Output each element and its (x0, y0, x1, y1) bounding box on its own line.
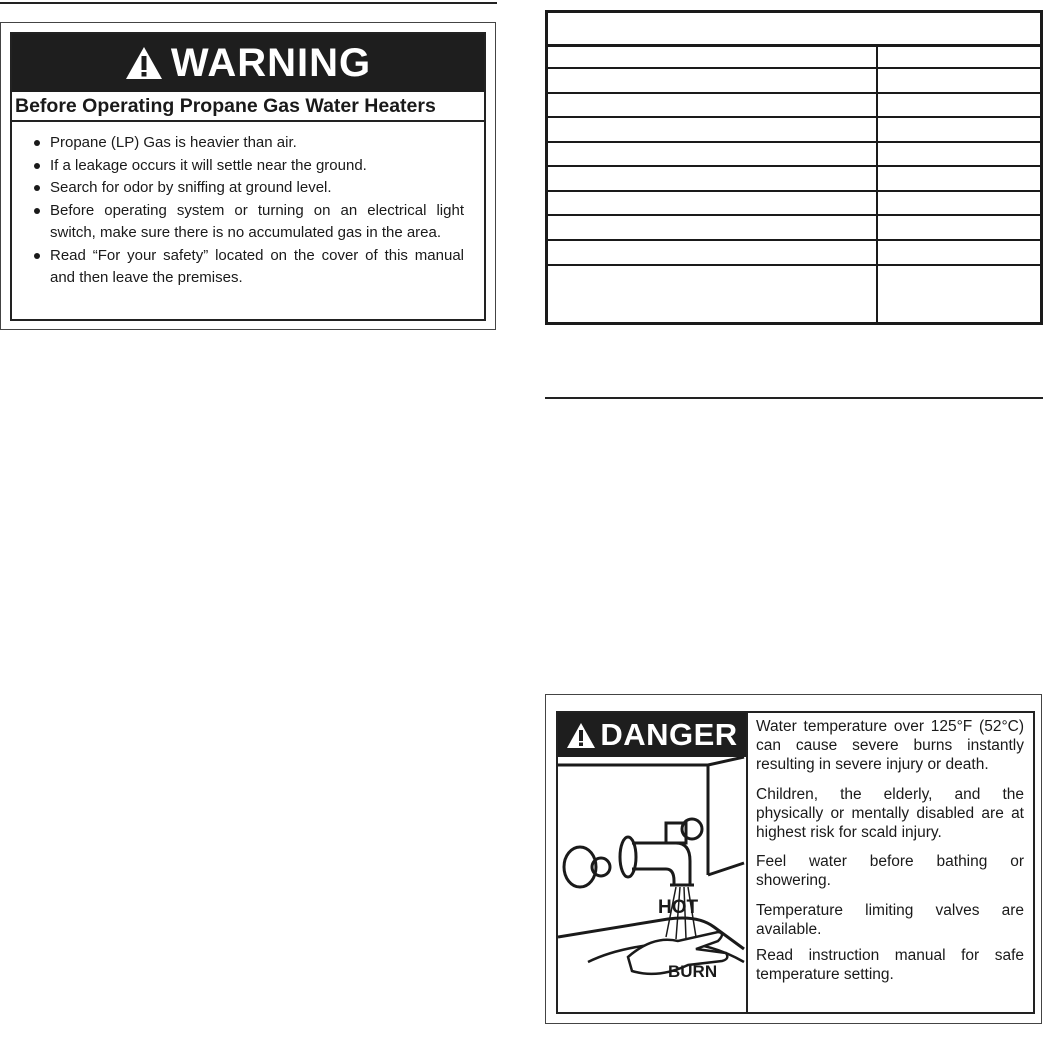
warning-label (0, 22, 496, 330)
danger-paragraph: Read instruction manual for safe temperature setting. (756, 947, 1024, 984)
danger-text (756, 717, 1024, 994)
warning-triangle-icon (125, 46, 163, 80)
left-top-rule (0, 2, 497, 4)
warning-triangle-icon (566, 722, 596, 749)
table-column-divider (876, 44, 878, 322)
danger-divider (746, 713, 748, 1012)
warning-signal-word: WARNING (170, 40, 372, 85)
danger-signal-word: DANGER (600, 717, 738, 752)
burn-label: BURN (668, 962, 718, 981)
danger-paragraph: Temperature limiting valves are available. (756, 901, 1024, 938)
warning-list (32, 132, 464, 290)
danger-header (558, 713, 746, 757)
hot-label: HOT (658, 897, 699, 918)
table-row (548, 214, 1040, 216)
table-row (548, 239, 1040, 241)
table-row (548, 165, 1040, 167)
table-row (548, 190, 1040, 192)
danger-frame (556, 711, 1035, 1014)
data-table (545, 10, 1043, 325)
table-row (548, 264, 1040, 266)
warning-header (12, 34, 484, 92)
table-row (548, 116, 1040, 118)
danger-paragraph: Children, the elderly, and the physically or mentally disabled are at highest risk for scald injury. (756, 785, 1024, 842)
danger-label (545, 694, 1042, 1024)
table-row (548, 141, 1040, 143)
faucet-illustration (558, 757, 746, 1012)
table-row (548, 67, 1040, 69)
list-item: Before operating system or turning on an electrical light switch, make sure there is no accumulated gas in the area. (32, 200, 464, 245)
list-item: If a leakage occurs it will settle near the ground. (32, 155, 464, 178)
danger-paragraph: Feel water before bathing or showering. (756, 853, 1024, 890)
list-item: Search for odor by sniffing at ground level. (32, 177, 464, 200)
list-item: Propane (LP) Gas is heavier than air. (32, 132, 464, 155)
warning-subtitle: Before Operating Propane Gas Water Heaters (12, 92, 484, 122)
warning-frame (10, 32, 486, 321)
list-item: Read “For your safety” located on the cover of this manual and then leave the premises. (32, 245, 464, 290)
table-header-row (548, 13, 1040, 47)
danger-paragraph: Water temperature over 125°F (52°C) can cause severe burns instantly resulting in severe injury or death. (756, 718, 1024, 774)
table-row (548, 92, 1040, 94)
right-section-rule (545, 397, 1043, 399)
